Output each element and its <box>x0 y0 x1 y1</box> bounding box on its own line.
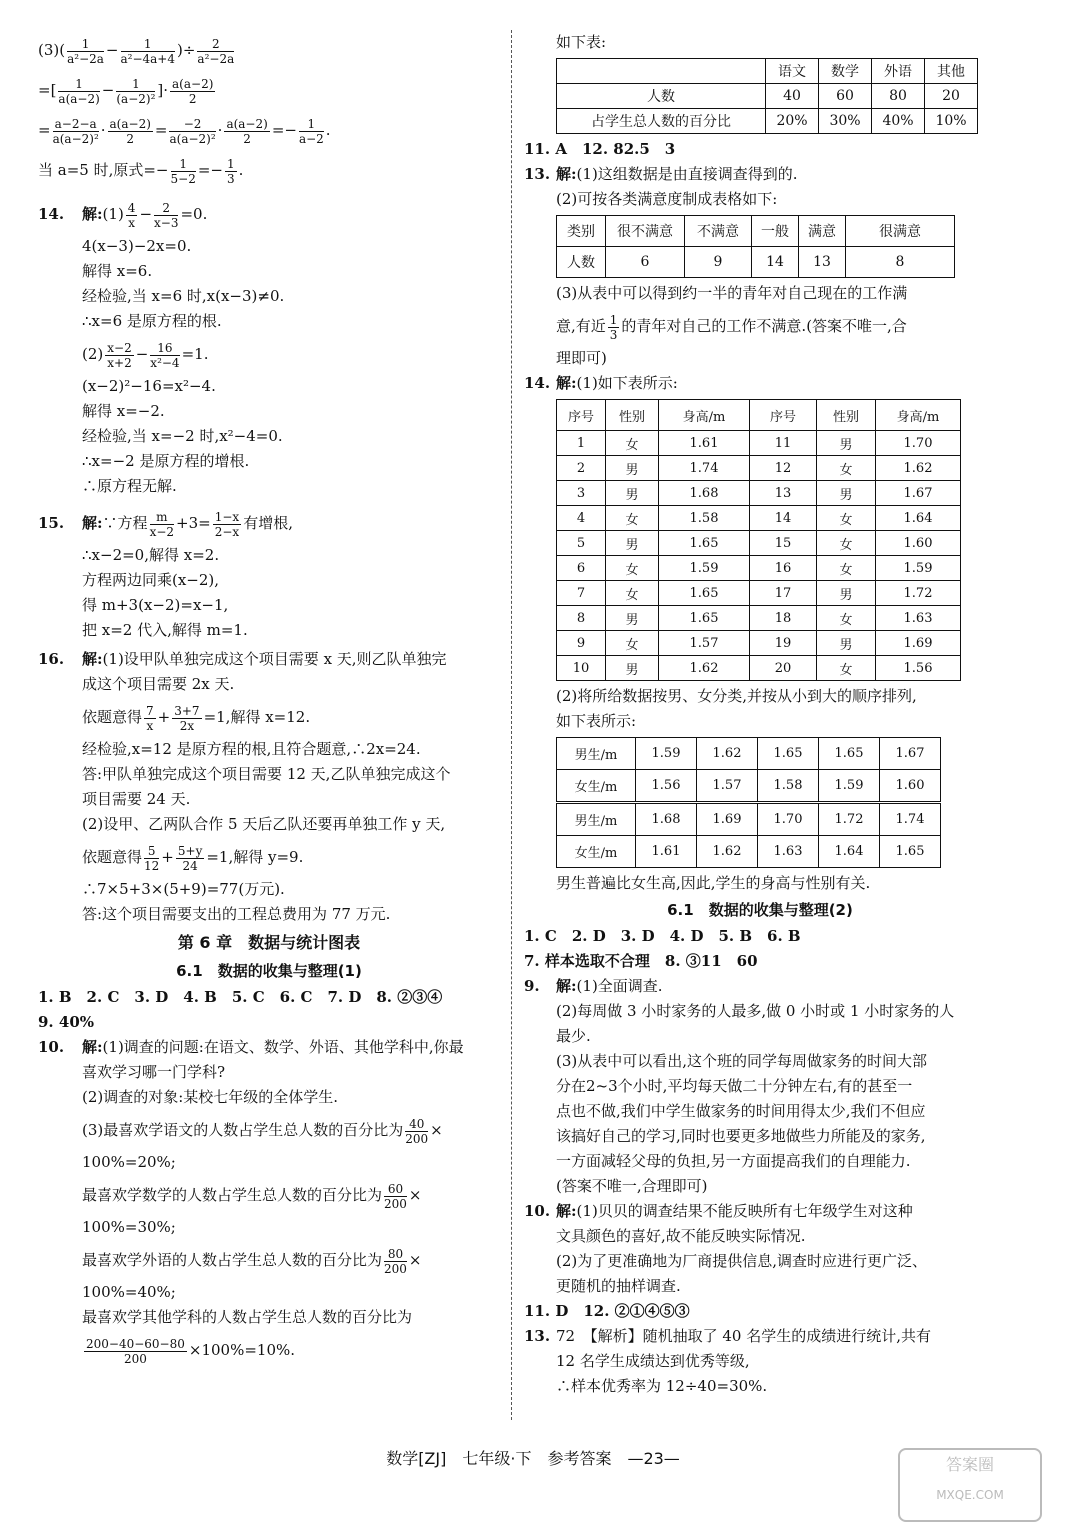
table-cell: 20% <box>766 109 819 134</box>
answers-11-12: 11. A 12. 82.5 3 <box>524 140 676 158</box>
table-header: 身高/m <box>659 400 750 431</box>
q10-right: 10. 解:(1)贝贝的调查结果不能反映所有七年级学生对这种 文具颜色的喜好,故不能反映实际情况. (2)为了更准确地为厂商提供信息,调查时应进行更广泛、 更随机的抽样调查. <box>524 1202 928 1295</box>
table-cell: 1 <box>557 431 606 456</box>
table-cell: 1.59 <box>876 556 961 581</box>
subject-header: 语文 <box>766 59 819 84</box>
subject-header: 其他 <box>925 59 978 84</box>
table-cell: 1.60 <box>876 531 961 556</box>
table-cell: 2 <box>557 456 606 481</box>
q14-left: 14. 解:(1) $\frac{4}{x}$ − $\frac{2}{x-3}$ =0. 4(x−3)−2x=0. 解得 x=6. 经检验,当 x=6 时,x(x−3)≠0. ∴x=6 是原方程的根. (2) $\frac{x-2}{x+2}$ − $\frac{16}{\text{x²−4}}$ =1. (x−2)²−16=x²−4. 解得 x=−2. 经检验,当 x=−2 时,x²−4=0. ∴x=−2 是原方程的增根. ∴原方程无解. <box>38 200 285 495</box>
table-cell: 16 <box>750 556 817 581</box>
height-table <box>556 399 996 681</box>
table-cell: 1.65 <box>659 606 750 631</box>
table-cell: 男 <box>606 656 659 681</box>
table-cell: 30% <box>819 109 872 134</box>
table-cell: 1.65 <box>758 738 819 770</box>
table-cell: 12 <box>750 456 817 481</box>
table-cell: 1.62 <box>876 456 961 481</box>
table-cell: 女 <box>606 556 659 581</box>
table-cell: 男 <box>606 606 659 631</box>
table-header: 性别 <box>606 400 659 431</box>
table-cell: 女 <box>606 431 659 456</box>
table-cell: 1.56 <box>876 656 961 681</box>
q13b-right: 13. 72 【解析】随机抽取了 40 名学生的成绩进行统计,共有 12 名学生成绩达到优秀等级, ∴样本优秀率为 12÷40=30%. <box>524 1327 931 1395</box>
table-cell: 40% <box>872 109 925 134</box>
table-cell: 1.72 <box>819 803 880 836</box>
subject-table <box>556 58 996 134</box>
q15-left: 15. 解:∵方程 $\frac{m}{x-2}$ +3= $\frac{1-x}{2-x}$ 有增根, ∴x−2=0,解得 x=2. 方程两边同乘(x−2), 得 m+3(x−2)=x−1, 把 x=2 代入,解得 m=1. <box>38 509 293 639</box>
table-cell: 1.70 <box>876 431 961 456</box>
table-cell: 男 <box>817 431 876 456</box>
table-cell: 女 <box>606 581 659 606</box>
table-cell: 1.67 <box>880 738 941 770</box>
table-cell: 女 <box>817 556 876 581</box>
right-column <box>524 30 996 1399</box>
intro-line: 如下表: <box>556 33 607 51</box>
table-cell: 人数 <box>557 247 606 278</box>
table-header: 一般 <box>752 216 799 247</box>
left-column <box>38 30 500 1370</box>
table-cell: 1.70 <box>758 803 819 836</box>
table-cell: 9 <box>557 631 606 656</box>
table-cell: 1.69 <box>876 631 961 656</box>
table-cell: 1.65 <box>659 581 750 606</box>
table-cell: 3 <box>557 481 606 506</box>
table-header: 满意 <box>799 216 846 247</box>
table-cell: 1.65 <box>659 531 750 556</box>
table-cell: 14 <box>752 247 799 278</box>
q13-right: 13. 解:(1)这组数据是由直接调查得到的. (2)可按各类满意度制成表格如下: 类别 很不满意 不满意 一般 满意 很满意 人数 6 9 14 13 8 (3)从表中可以得到约一半的青年对自己现在的工作满 意,有近 $\frac{1}{3}$ 的青年对自己的工作不满意.(答案不唯一,合 理即可) <box>524 162 996 371</box>
answer-9: 9. 40% <box>38 1013 95 1031</box>
table-cell: 60 <box>819 84 872 109</box>
table-cell: 女 <box>606 506 659 531</box>
table-cell: 男 <box>817 631 876 656</box>
table-header: 身高/m <box>876 400 961 431</box>
table-cell: 1.59 <box>819 770 880 803</box>
table-cell: 1.58 <box>659 506 750 531</box>
table-header: 序号 <box>557 400 606 431</box>
table-cell: 女 <box>817 606 876 631</box>
table-header: 类别 <box>557 216 606 247</box>
table-cell: 8 <box>846 247 955 278</box>
table-cell: 1.72 <box>876 581 961 606</box>
sorted-height-table <box>556 737 996 868</box>
table-cell: 1.69 <box>697 803 758 836</box>
table-cell: 1.62 <box>697 738 758 770</box>
table-cell: 男 <box>817 481 876 506</box>
page-footer: 数学[ZJ] 七年级·下 参考答案 —23— <box>386 1449 680 1468</box>
answers-1-6: 1. C 2. D 3. D 4. D 5. B 6. B <box>524 927 801 945</box>
table-cell: 1.65 <box>819 738 880 770</box>
table-cell: 1.64 <box>876 506 961 531</box>
table-cell: 1.67 <box>876 481 961 506</box>
table-cell: 1.74 <box>659 456 750 481</box>
q9-right: 9. 解:(1)全面调查. (2)每周做 3 小时家务的人最多,做 0 小时或 1 小时家务的人 最少. (3)从表中可以看出,这个班的同学每周做家务的时间大部 分在2~3个小时,平均每天做二十分钟左右,有的甚至一 点也不做,我们中学生做家务的时间用得太少,我们不但应 该搞好自己的学习,同时也要更多地做些力所能及的家务, 一方面减轻父母的负担,另一方面提高我们的自理能力. (答案不唯一,合理即可) <box>524 977 955 1195</box>
table-cell: 1.62 <box>659 656 750 681</box>
table-cell: 4 <box>557 506 606 531</box>
table-cell: 7 <box>557 581 606 606</box>
table-cell: 13 <box>750 481 817 506</box>
table-cell: 1.63 <box>758 836 819 868</box>
table-cell: 女 <box>817 656 876 681</box>
section-title-1: 6.1 数据的收集与整理(1) <box>176 962 362 980</box>
table-cell: 1.56 <box>636 770 697 803</box>
row-label: 男生/m <box>557 738 636 770</box>
table-cell: 1.61 <box>659 431 750 456</box>
table-cell: 1.68 <box>659 481 750 506</box>
table-cell: 男 <box>606 456 659 481</box>
chapter-title: 第 6 章 数据与统计图表 <box>177 933 361 952</box>
table-cell: 1.57 <box>659 631 750 656</box>
table-cell: 18 <box>750 606 817 631</box>
table-cell: 20 <box>925 84 978 109</box>
table-cell: 6 <box>557 556 606 581</box>
table-cell: 男 <box>606 531 659 556</box>
table-header: 序号 <box>750 400 817 431</box>
answers-11-12b: 11. D 12. ②①④⑤③ <box>524 1302 690 1320</box>
table-cell: 5 <box>557 531 606 556</box>
table-cell: 11 <box>750 431 817 456</box>
satisfaction-table <box>556 215 996 278</box>
table-cell: 1.59 <box>659 556 750 581</box>
table-cell: 10% <box>925 109 978 134</box>
table-cell: 人数 <box>557 84 766 109</box>
table-cell: 1.65 <box>880 836 941 868</box>
table-cell: 40 <box>766 84 819 109</box>
table-cell: 8 <box>557 606 606 631</box>
table-cell: 女 <box>606 631 659 656</box>
table-cell: 6 <box>606 247 685 278</box>
table-cell: 15 <box>750 531 817 556</box>
table-cell: 1.60 <box>880 770 941 803</box>
subject-header: 外语 <box>872 59 925 84</box>
table-cell: 17 <box>750 581 817 606</box>
table-cell: 19 <box>750 631 817 656</box>
row-label: 男生/m <box>557 803 636 836</box>
q16-left: 16. 解:(1)设甲队单独完成这个项目需要 x 天,则乙队单独完 成这个项目需要 2x 天. 依题意得 $\frac{7}{x}$ + $\frac{3+7}{2x}$ =1,解得 x=12. 经检验,x=12 是原方程的根,且符合题意,∴2x=24. 答:甲队单独完成这个项目需要 12 天,乙队单独完成这个 项目需要 24 天. (2)设甲、乙两队合作 5 天后乙队还要再单独工作 y 天, 依题意得 $\frac{5}{12}$ + $\frac{5+y}{24}$ =1,解得 y=9. ∴7×5+3×(5+9)=77(万元). 答:这个项目需要支出的工程总费用为 77 万元. <box>38 650 451 923</box>
table-cell: 13 <box>799 247 846 278</box>
q13-part3: (3)( $\frac{1}{\text{a²−2a}}$ − $\frac{1}{\text{a²−4a+4}}$ )÷ $\frac{2}{\text{a²−2a}}$ =[ $\frac{1}{a(a-2)}$ − $\frac{1}{\text{(a−2)²}}$ ]· $\frac{a(a-2)}{2}$ = $\frac{a-2-a}{\text{a(a−2)²}}$ · $\frac{a(a-2)}{2}$ = $\frac{-2}{\text{a(a−2)²}}$ · $\frac{a(a-2)}{2}$ =− $\frac{1}{a-2}$ . 当 a=5 时,原式=− $\frac{1}{5-2}$ =− $\frac{1}{3}$ . <box>38 36 331 186</box>
table-cell: 1.59 <box>636 738 697 770</box>
table-header: 性别 <box>817 400 876 431</box>
column-divider <box>511 30 512 1420</box>
watermark-logo: 答案圈 MXQE.COM <box>898 1448 1042 1522</box>
table-cell: 1.58 <box>758 770 819 803</box>
table-cell: 1.62 <box>697 836 758 868</box>
table-cell: 80 <box>872 84 925 109</box>
table-cell: 男 <box>817 581 876 606</box>
table-cell: 1.74 <box>880 803 941 836</box>
q10-left: 10. 解:(1)调查的问题:在语文、数学、外语、其他学科中,你最 喜欢学习哪一门学科? (2)调查的对象:某校七年级的全体学生. (3)最喜欢学语文的人数占学生总人数的百分比为 $\frac{40}{200}$ × 100%=20%; 最喜欢学数学的人数占学生总人数的百分比为 $\frac{60}{200}$ × 100%=30%; 最喜欢学外语的人数占学生总人数的百分比为 $\frac{80}{200}$ × 100%=40%; 最喜欢学其他学科的人数占学生总人数的百分比为 $\frac{200-40-60-80}{200}$ ×100%=10%. <box>38 1038 464 1366</box>
table-cell: 1.68 <box>636 803 697 836</box>
table-cell: 9 <box>685 247 752 278</box>
table-header: 很满意 <box>846 216 955 247</box>
table-cell: 女 <box>817 531 876 556</box>
table-cell: 14 <box>750 506 817 531</box>
table-cell: 1.64 <box>819 836 880 868</box>
subject-header: 数学 <box>819 59 872 84</box>
row-label: 女生/m <box>557 770 636 803</box>
row-label: 女生/m <box>557 836 636 868</box>
table-cell: 10 <box>557 656 606 681</box>
table-cell: 女 <box>817 506 876 531</box>
table-cell: 占学生总人数的百分比 <box>557 109 766 134</box>
q14-right: 14. 解:(1)如下表所示: 序号 性别 身高/m 序号 性别 身高/m 1 女 1.61 11 男 1.70 2 男 1.74 12 女 1.62 3 男 1.68 13 男 1.67 4 女 1.58 14 女 1.64 5 男 1.65 15 女 1.60 6 女 1.59 16 女 1.59 7 女 1.65 17 男 1.72 8 男 1.65 18 女 1.63 9 女 1.57 19 男 1.69 10 男 1.62 20 女 1.56 (2)将所给数据按男、女分类,并按从小到大的顺序排列, 如下表所示: 男生/m 1.59 1.62 1.65 1.65 1.67 女生/m 1.56 1.57 1.58 1.59 1.60 男生/m 1.68 1.69 1.70 1.72 1.74 女生/m 1.61 1.62 1.63 1.64 1.65 男生普遍比女生高,因此,学生的身高与性别有关. <box>524 371 996 896</box>
table-cell: 1.63 <box>876 606 961 631</box>
table-cell: 1.61 <box>636 836 697 868</box>
table-header: 不满意 <box>685 216 752 247</box>
table-cell: 20 <box>750 656 817 681</box>
table-header: 很不满意 <box>606 216 685 247</box>
table-cell: 女 <box>817 456 876 481</box>
table-cell: 男 <box>606 481 659 506</box>
answers-1-8: 1. B 2. C 3. D 4. B 5. C 6. C 7. D 8. ②③④ <box>38 988 443 1006</box>
subject-header-blank <box>557 59 766 84</box>
table-cell: 1.57 <box>697 770 758 803</box>
section-title-2: 6.1 数据的收集与整理(2) <box>667 901 853 919</box>
answers-7-8: 7. 样本选取不合理 8. ③11 60 <box>524 952 758 970</box>
